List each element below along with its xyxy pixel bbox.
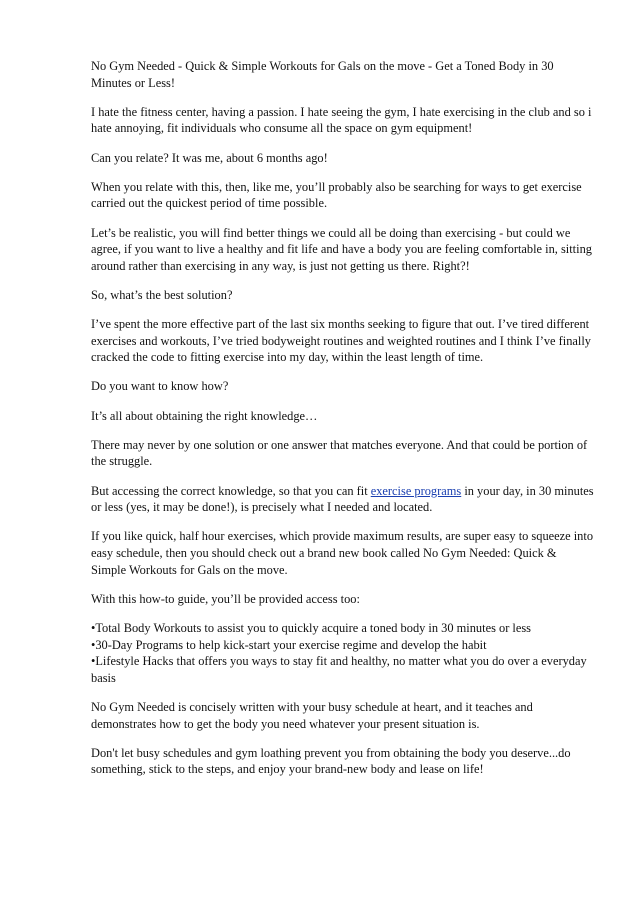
- title-paragraph: No Gym Needed - Quick & Simple Workouts for Gals on the move - Get a Toned Body in 30 Minutes or Less!: [91, 59, 554, 90]
- paragraph-3: When you relate with this, then, like me, you’ll probably also be searching for ways to get exercise carried out the quickest period of time possible.: [91, 179, 582, 211]
- paragraph-6: I’ve spent the more effective part of the last six months seeking to figure that out. I’ve tired different exercises and workouts, I’ve tried bodyweight routines and weighted routines and I think I’ve finally cracked the code to fitting exercise into my day, within the least length of time.: [91, 317, 591, 365]
- bullet-item: •Lifestyle Hacks that offers you ways to stay fit and healthy, no matter what you do over a everyday basis: [91, 654, 587, 685]
- paragraph-7: Do you want to know how?: [91, 379, 229, 394]
- paragraph-10-before: But accessing the correct knowledge, so that you can fit: [91, 483, 371, 498]
- paragraph-10: [91, 483, 594, 516]
- paragraph-10-after: in your day, in 30 minutes or less (yes, it may be done!), is precisely what I needed and located.: [91, 483, 594, 515]
- document-body: [91, 58, 594, 791]
- paragraph-8: It’s all about obtaining the right knowledge…: [91, 408, 318, 423]
- bullet-item: •Total Body Workouts to assist you to quickly acquire a toned body in 30 minutes or less: [91, 620, 531, 635]
- bullet-list: [91, 620, 594, 686]
- paragraph-2: Can you relate? It was me, about 6 months ago!: [91, 150, 328, 165]
- paragraph-12: With this how-to guide, you’ll be provided access too:: [91, 591, 360, 606]
- paragraph-4: Let’s be realistic, you will find better things we could all be doing than exercising - but could we agree, if you want to live a healthy and fit life and have a body you are feeling comfortable in, sitting around rather than exercising in any way, is just not getting us there. Right?!: [91, 225, 592, 273]
- paragraph-11: If you like quick, half hour exercises, which provide maximum results, are super easy to squeeze into easy schedule, then you should check out a brand new book called No Gym Needed: Quick & Simple Workouts for Gals on the move.: [91, 529, 594, 577]
- bullet-item: •30-Day Programs to help kick-start your exercise regime and develop the habit: [91, 637, 487, 652]
- paragraph-1: I hate the fitness center, having a passion. I hate seeing the gym, I hate exercising in the club and so i hate annoying, fit individuals who consume all the space on gym equipment!: [91, 104, 592, 136]
- paragraph-9: There may never by one solution or one answer that matches everyone. And that could be portion of the struggle.: [91, 437, 588, 469]
- paragraph-5: So, what’s the best solution?: [91, 287, 233, 302]
- paragraph-13: No Gym Needed is concisely written with your busy schedule at heart, and it teaches and demonstrates how to get the body you need whatever your present situation is.: [91, 699, 533, 731]
- exercise-programs-link[interactable]: exercise programs: [370, 483, 462, 498]
- paragraph-14: Don't let busy schedules and gym loathing prevent you from obtaining the body you deserve...do something, stick to the steps, and enjoy your brand-new body and lease on life!: [91, 745, 571, 777]
